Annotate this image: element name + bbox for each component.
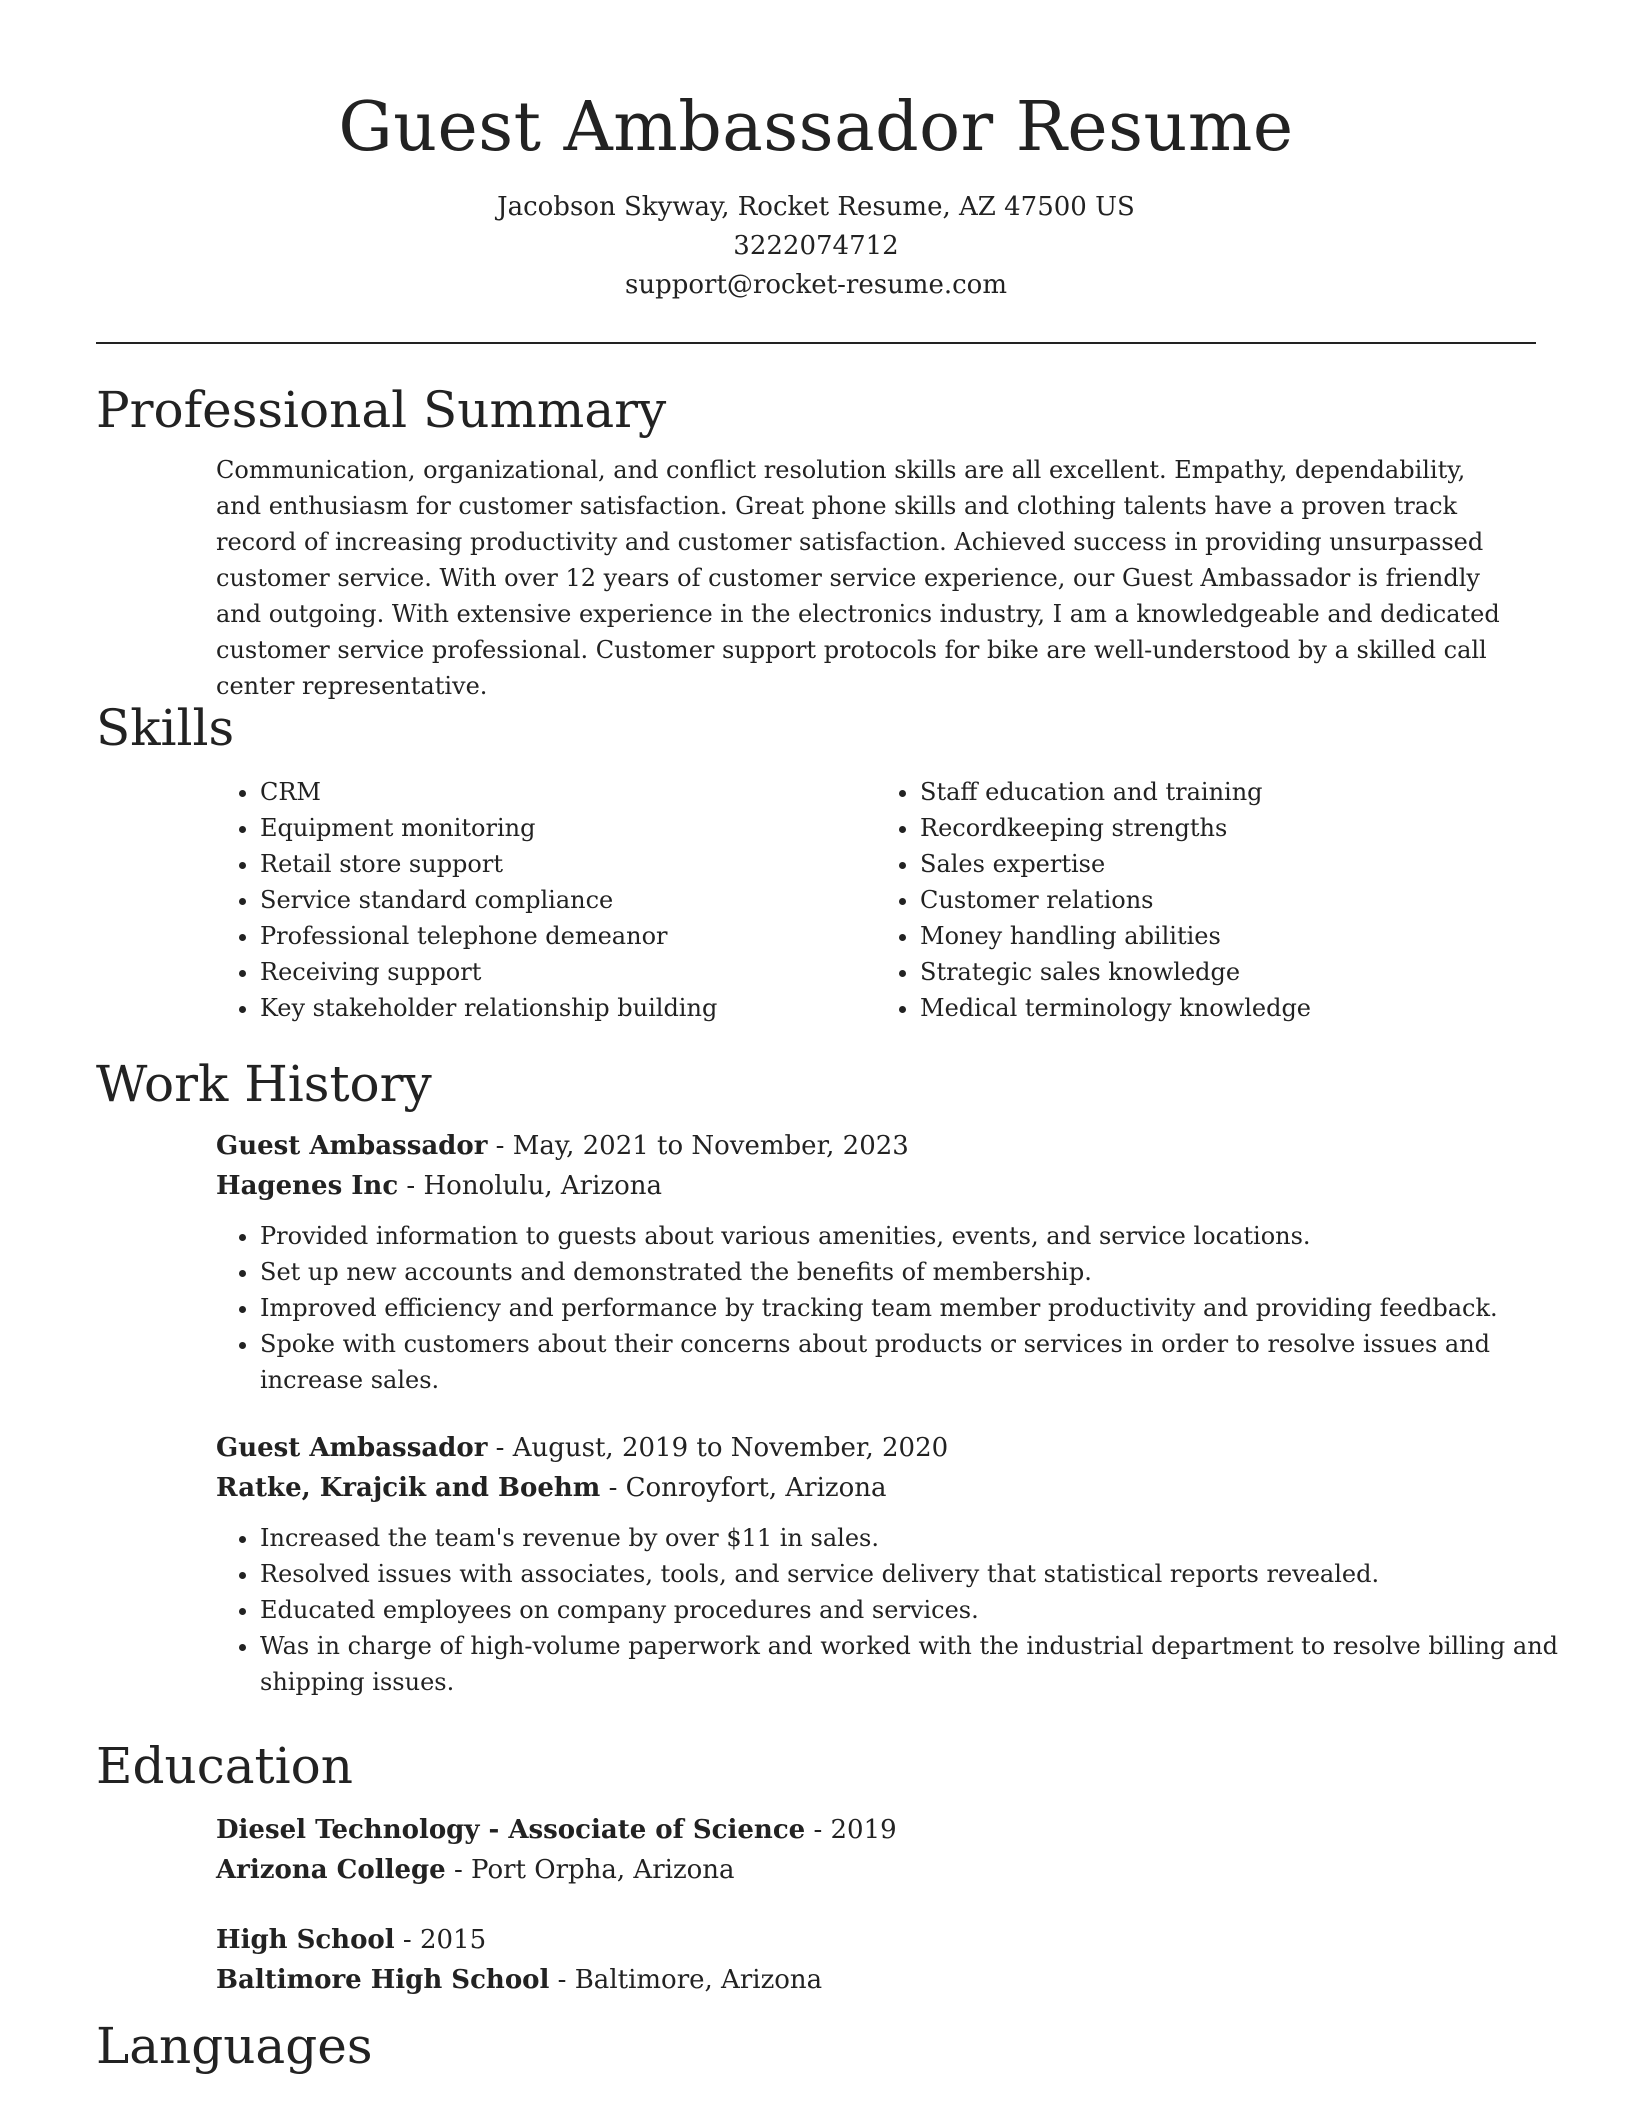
- summary-heading: Professional Summary: [96, 381, 667, 439]
- job-title-line: [216, 1126, 1536, 1166]
- job-entry: [216, 1428, 1559, 1700]
- skill-item: • Service standard compliance: [260, 882, 876, 918]
- job-bullet: • Educated employees on company procedures and services.: [260, 1592, 1580, 1628]
- skills-section: [96, 698, 1536, 1026]
- education-entry: [216, 1810, 1536, 1890]
- skill-item: • Recordkeeping strengths: [920, 810, 1536, 846]
- education-field: High School: [216, 1925, 395, 1955]
- skill-item: • Equipment monitoring: [260, 810, 876, 846]
- education-section: [96, 1736, 1536, 2000]
- skill-item: • Strategic sales knowledge: [920, 954, 1536, 990]
- contact-phone: 3222074712: [733, 231, 899, 261]
- job-bullet: • Provided information to guests about various amenities, events, and service locations.: [260, 1218, 1580, 1254]
- skills-grid: [216, 774, 1536, 1026]
- skill-item: • Money handling abilities: [920, 918, 1536, 954]
- contact-info: [0, 188, 1632, 305]
- education-degree-line: [216, 1810, 1536, 1850]
- contact-address: Jacobson Skyway, Rocket Resume, AZ 47500 US: [497, 192, 1135, 222]
- job-company: Ratke, Krajcik and Boehm: [216, 1473, 601, 1503]
- job-bullet: • Spoke with customers about their concerns about products or services in order to resolve issues and increase sales.: [260, 1326, 1580, 1398]
- work-history-heading: Work History: [96, 1055, 432, 1113]
- education-degree-line: [216, 1920, 1536, 1960]
- summary-section: [96, 380, 1536, 704]
- job-title-line: [216, 1428, 1536, 1468]
- job-location: - Honolulu, Arizona: [398, 1171, 662, 1201]
- job-company-line: [216, 1468, 1536, 1508]
- job-role: Guest Ambassador: [216, 1433, 488, 1463]
- resume-header: [0, 0, 1632, 305]
- education-school: Arizona College: [216, 1855, 446, 1885]
- skill-item: • CRM: [260, 774, 876, 810]
- education-location: - Baltimore, Arizona: [549, 1965, 823, 1995]
- skills-heading: Skills: [96, 699, 235, 757]
- job-bullet: • Resolved issues with associates, tools, and service delivery that statistical reports revealed.: [260, 1556, 1580, 1592]
- resume-title: Guest Ambassador Resume: [338, 88, 1294, 167]
- languages-heading: Languages: [96, 2017, 373, 2075]
- job-location: - Conroyfort, Arizona: [600, 1473, 887, 1503]
- education-location: - Port Orpha, Arizona: [445, 1855, 735, 1885]
- education-year: - 2019: [805, 1815, 897, 1845]
- job-dates: - August, 2019 to November, 2020: [487, 1433, 949, 1463]
- work-history-section: [96, 1054, 1559, 1700]
- skill-item: • Key stakeholder relationship building: [260, 990, 876, 1026]
- job-company-line: [216, 1166, 1536, 1206]
- skill-item: • Professional telephone demeanor: [260, 918, 876, 954]
- job-entry: [216, 1126, 1536, 1398]
- job-bullet: • Increased the team's revenue by over $11 in sales.: [260, 1520, 1580, 1556]
- job-bullets: [216, 1218, 1580, 1398]
- job-role: Guest Ambassador: [216, 1131, 488, 1161]
- skills-right-list: [876, 774, 1536, 1026]
- languages-section: [96, 2016, 1536, 2076]
- skill-item: • Staff education and training: [920, 774, 1536, 810]
- education-field: Diesel Technology: [216, 1815, 480, 1845]
- job-dates: - May, 2021 to November, 2023: [487, 1131, 909, 1161]
- header-divider: [96, 342, 1536, 344]
- education-school: Baltimore High School: [216, 1965, 550, 1995]
- skill-item: • Customer relations: [920, 882, 1536, 918]
- contact-email: support@rocket-resume.com: [624, 270, 1007, 300]
- job-bullet: • Was in charge of high-volume paperwork and worked with the industrial department to resolve billing and shipping issues.: [260, 1628, 1580, 1700]
- summary-text: Communication, organizational, and conflict resolution skills are all excellent. Empathy, dependability, and enthusiasm for customer satisfaction. Great phone skills and clothing talents have a proven track record of increasing productivity and customer satisfaction. Achieved success in providing unsurpassed customer service. With over 12 years of customer service experience, our Guest Ambassador is friendly and outgoing. With extensive experience in the electronics industry, I am a knowledgeable and dedicated customer service professional. Customer support protocols for bike are well-understood by a skilled call center representative.: [216, 456, 1500, 700]
- education-year: - 2015: [394, 1925, 487, 1955]
- skill-item: • Sales expertise: [920, 846, 1536, 882]
- skills-left-list: [216, 774, 876, 1026]
- job-bullet: • Set up new accounts and demonstrated the benefits of membership.: [260, 1254, 1580, 1290]
- skill-item: • Medical terminology knowledge: [920, 990, 1536, 1026]
- skill-item: • Receiving support: [260, 954, 876, 990]
- job-bullets: [216, 1520, 1580, 1700]
- education-school-line: [216, 1850, 1536, 1890]
- job-bullet: • Improved efficiency and performance by tracking team member productivity and providing feedback.: [260, 1290, 1580, 1326]
- education-school-line: [216, 1960, 1536, 2000]
- education-entry: [216, 1920, 1536, 2000]
- education-degree: - Associate of Science: [479, 1815, 806, 1845]
- skill-item: • Retail store support: [260, 846, 876, 882]
- education-heading: Education: [96, 1737, 353, 1795]
- job-company: Hagenes Inc: [216, 1171, 399, 1201]
